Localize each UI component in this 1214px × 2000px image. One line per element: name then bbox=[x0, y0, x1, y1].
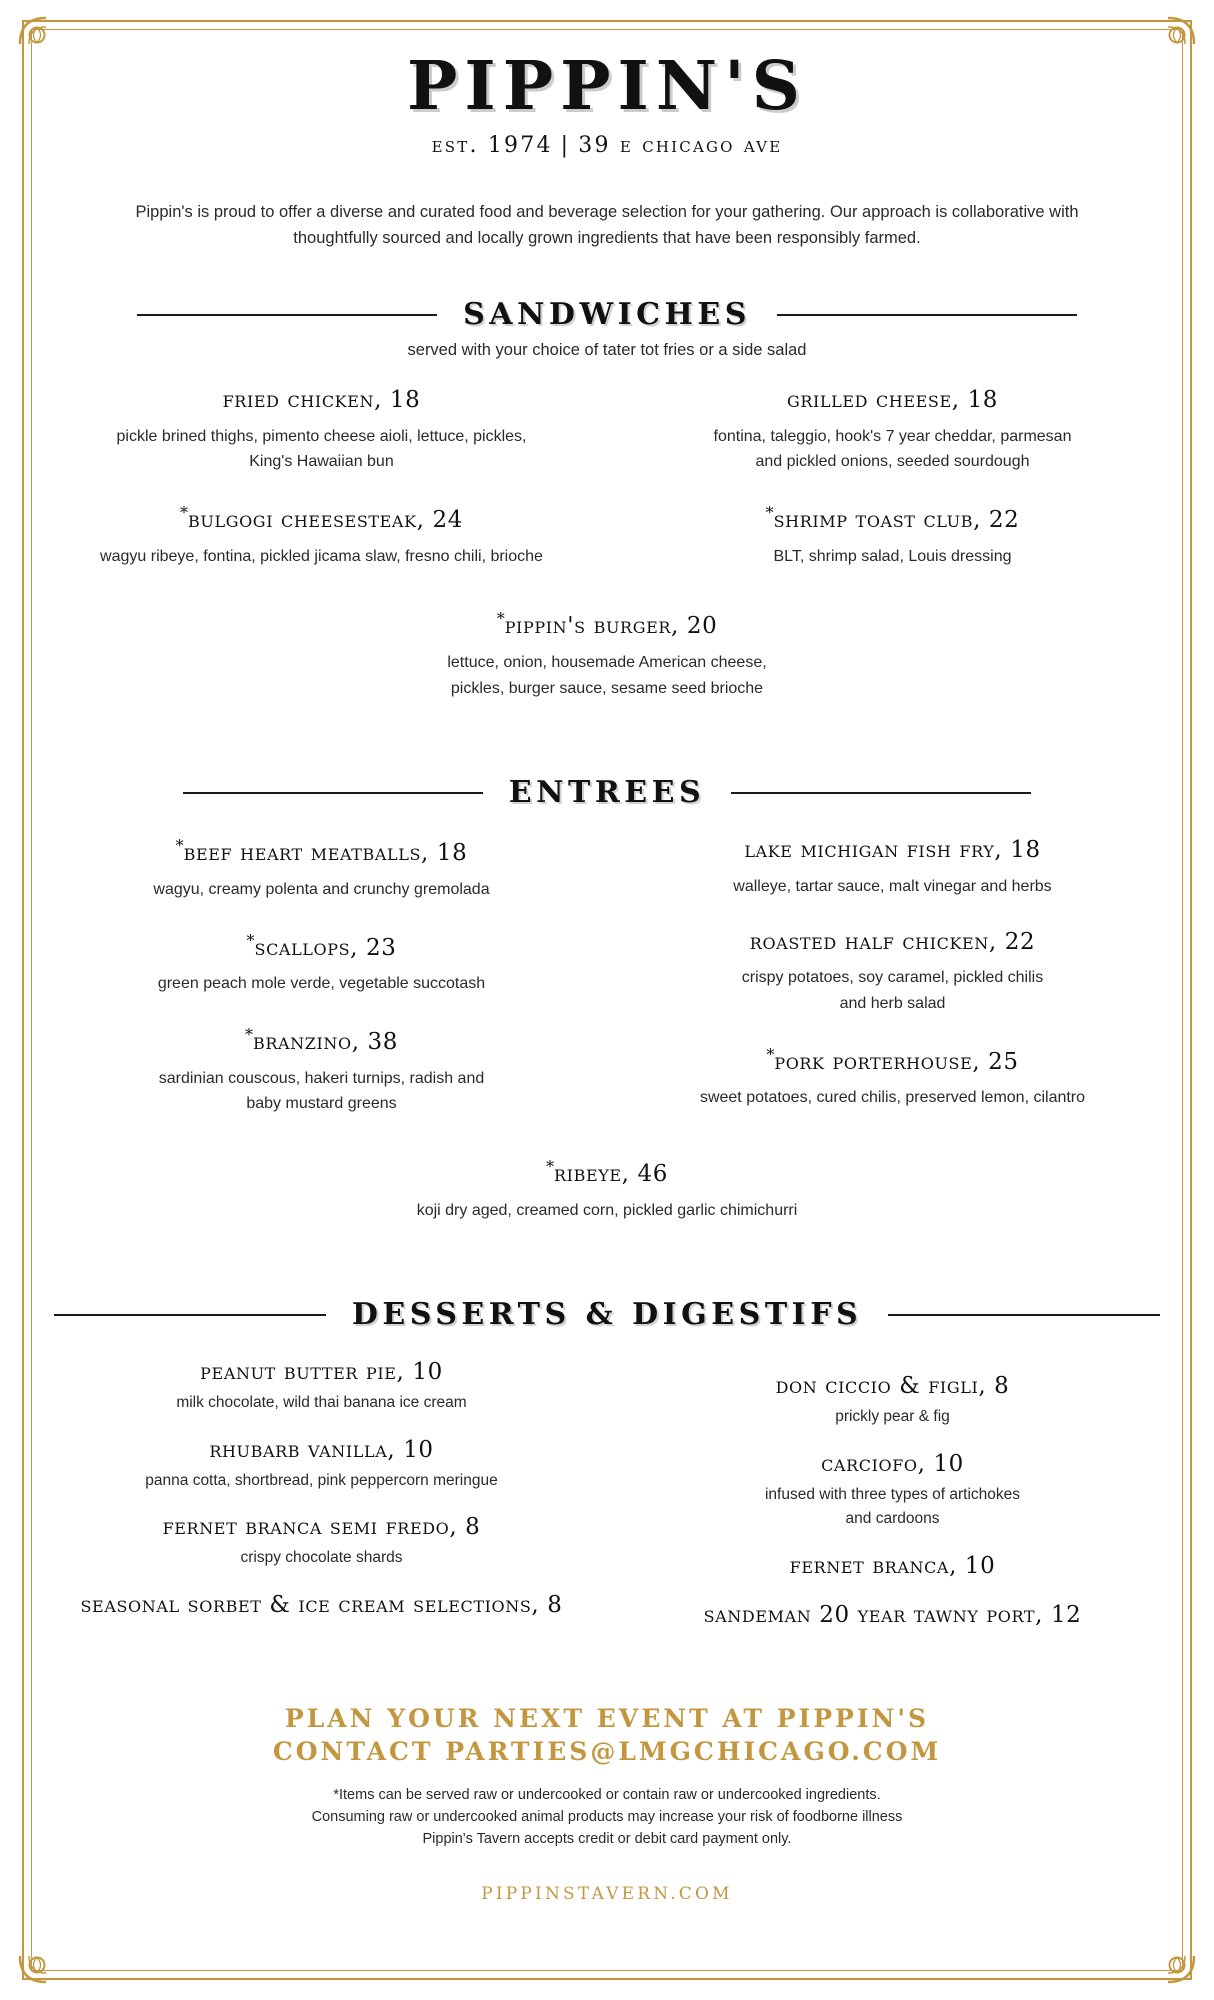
corner-flourish-bottom-left-icon bbox=[16, 1924, 78, 1986]
menu-item bbox=[54, 1358, 589, 1416]
menu-item-name bbox=[54, 503, 589, 535]
section-rule-right bbox=[888, 1314, 1160, 1316]
menu-item-name-text: rhubarb vanilla, 10 bbox=[209, 1436, 434, 1463]
menu-item-name bbox=[625, 836, 1160, 865]
menu-sections bbox=[54, 297, 1160, 1650]
menu-column-left bbox=[54, 1358, 589, 1649]
menu-item-description: green peach mole verde, vegetable succotash bbox=[157, 975, 486, 993]
menu-item-description: pickle brined thighs, pimento cheese aioli, lettuce, pickles, King's Hawaiian bun bbox=[116, 427, 527, 471]
menu-item-name-text: pippin's burger, 20 bbox=[504, 613, 718, 640]
menu-item bbox=[625, 836, 1160, 899]
menu-item-grid bbox=[54, 836, 1160, 1251]
section-note: served with your choice of tater tot fries or a side salad bbox=[407, 341, 807, 360]
raw-item-asterisk-icon: * bbox=[180, 503, 189, 523]
established-text: est. 1974 bbox=[431, 133, 553, 158]
disclaimer-line-1: *Items can be served raw or undercooked or contain raw or undercooked ingredients. bbox=[333, 1787, 881, 1804]
raw-item-asterisk-icon: * bbox=[244, 1025, 253, 1045]
disclaimer-line-2: Consuming raw or undercooked animal products may increase your risk of foodborne illness bbox=[311, 1808, 903, 1825]
menu-item-name bbox=[54, 609, 1160, 641]
menu-item-name-text: beef heart meatballs, 18 bbox=[183, 840, 468, 867]
section-rule-left bbox=[54, 1314, 326, 1316]
menu-column-left bbox=[54, 386, 589, 597]
section-title: DESSERTS & DIGESTIFS bbox=[351, 1297, 863, 1333]
menu-item-name bbox=[625, 503, 1160, 535]
menu-item bbox=[625, 386, 1160, 475]
corner-flourish-bottom-right-icon bbox=[1136, 1924, 1198, 1986]
menu-item-name-text: ribeye, 46 bbox=[554, 1160, 668, 1187]
raw-item-asterisk-icon: * bbox=[546, 1156, 555, 1176]
menu-item bbox=[54, 1436, 589, 1494]
menu-item bbox=[625, 1450, 1160, 1532]
menu-item bbox=[625, 928, 1160, 1017]
menu-item bbox=[625, 1372, 1160, 1430]
menu-item bbox=[54, 386, 589, 475]
menu-item-grid bbox=[54, 386, 1160, 729]
menu-item-description: lettuce, onion, housemade American cheese, pickles, burger sauce, sesame seed brioche bbox=[447, 654, 767, 697]
menu-item-description: crispy chocolate shards bbox=[240, 1549, 403, 1567]
footer-cta-line-1: PLAN YOUR NEXT EVENT AT PIPPIN'S bbox=[284, 1703, 930, 1733]
menu-item-name-text: lake michigan fish fry, 18 bbox=[744, 837, 1041, 864]
menu-item-description: wagyu ribeye, fontina, pickled jicama slaw, fresno chili, brioche bbox=[100, 547, 543, 565]
menu-item-name-text: peanut butter pie, 10 bbox=[200, 1359, 443, 1386]
menu-item-name bbox=[54, 386, 589, 415]
menu-item-description: koji dry aged, creamed corn, pickled garlic chimichurri bbox=[416, 1201, 798, 1219]
menu-section bbox=[54, 1297, 1160, 1649]
menu-item-name-text: shrimp toast club, 22 bbox=[773, 507, 1020, 534]
menu-item-description: sardinian couscous, hakeri turnips, radish and baby mustard greens bbox=[158, 1069, 485, 1113]
menu-item-name bbox=[54, 1358, 589, 1387]
menu-item bbox=[54, 1591, 589, 1620]
menu-item-grid bbox=[54, 1358, 1160, 1649]
menu-content bbox=[46, 34, 1168, 1904]
section-title: SANDWICHES bbox=[463, 297, 751, 333]
raw-item-asterisk-icon: * bbox=[765, 503, 774, 523]
menu-item bbox=[54, 609, 1160, 701]
raw-item-asterisk-icon: * bbox=[175, 836, 184, 856]
menu-item-name bbox=[625, 1045, 1160, 1077]
menu-item bbox=[625, 1552, 1160, 1581]
menu-item-description: BLT, shrimp salad, Louis dressing bbox=[773, 547, 1012, 565]
menu-item-name bbox=[625, 1372, 1160, 1401]
footer-website[interactable]: PIPPINSTAVERN.COM bbox=[481, 1884, 733, 1905]
section-title: ENTREES bbox=[508, 775, 706, 811]
footer-cta bbox=[54, 1702, 1160, 1770]
menu-item bbox=[54, 1157, 1160, 1223]
menu-item-name bbox=[54, 1025, 589, 1057]
menu-item-name-text: roasted half chicken, 22 bbox=[749, 928, 1036, 955]
menu-item bbox=[625, 1045, 1160, 1111]
menu-section bbox=[54, 297, 1160, 729]
section-rule-right bbox=[777, 314, 1077, 316]
masthead-subtitle bbox=[54, 133, 1160, 158]
menu-item-name bbox=[625, 386, 1160, 415]
raw-item-asterisk-icon: * bbox=[766, 1044, 775, 1064]
menu-item-description: prickly pear & fig bbox=[835, 1408, 950, 1426]
menu-item-name-text: branzino, 38 bbox=[252, 1029, 398, 1056]
footer bbox=[54, 1702, 1160, 1905]
menu-item-name bbox=[625, 1601, 1160, 1630]
menu-item-name-text: fried chicken, 18 bbox=[222, 387, 421, 414]
menu-item-name bbox=[625, 1450, 1160, 1479]
menu-item bbox=[54, 931, 589, 997]
menu-item-name-text: seasonal sorbet & ice cream selections, 8 bbox=[80, 1591, 563, 1618]
menu-item bbox=[625, 503, 1160, 569]
menu-item-name bbox=[54, 931, 589, 963]
footer-disclaimer bbox=[54, 1785, 1160, 1850]
menu-column-left bbox=[54, 836, 589, 1145]
menu-item-name-text: pork porterhouse, 25 bbox=[774, 1048, 1019, 1075]
menu-item-name bbox=[625, 1552, 1160, 1581]
raw-item-asterisk-icon: * bbox=[246, 930, 255, 950]
masthead-separator: | bbox=[560, 133, 571, 158]
menu-item-name bbox=[54, 1513, 589, 1542]
menu-item-name-text: bulgogi cheesesteak, 24 bbox=[188, 507, 463, 534]
menu-item-name bbox=[54, 1591, 589, 1620]
column-spacer bbox=[625, 1358, 1160, 1372]
menu-item-name bbox=[54, 1436, 589, 1465]
menu-column-right bbox=[625, 386, 1160, 597]
menu-item-description: wagyu, creamy polenta and crunchy gremolada bbox=[153, 881, 490, 899]
menu-item bbox=[54, 1513, 589, 1571]
disclaimer-line-3: Pippin's Tavern accepts credit or debit card payment only. bbox=[422, 1830, 792, 1847]
menu-item-name bbox=[625, 928, 1160, 957]
menu-item-description: panna cotta, shortbread, pink peppercorn meringue bbox=[145, 1471, 498, 1489]
menu-item-name bbox=[54, 1157, 1160, 1189]
menu-item-name-text: grilled cheese, 18 bbox=[786, 387, 999, 414]
menu-item bbox=[54, 1025, 589, 1117]
menu-item-name-text: don ciccio & figli, 8 bbox=[775, 1373, 1010, 1400]
raw-item-asterisk-icon: * bbox=[496, 609, 505, 629]
menu-section bbox=[54, 775, 1160, 1251]
menu-item bbox=[625, 1601, 1160, 1630]
menu-item bbox=[54, 836, 589, 902]
section-rule-right bbox=[731, 792, 1031, 794]
menu-item-name-text: fernet branca semi fredo, 8 bbox=[162, 1514, 481, 1541]
menu-item-description: fontina, taleggio, hook's 7 year cheddar, parmesan and pickled onions, seeded sourdough bbox=[713, 427, 1072, 471]
menu-item-description: sweet potatoes, cured chilis, preserved lemon, cilantro bbox=[699, 1089, 1086, 1107]
section-header bbox=[54, 775, 1160, 810]
address-text: 39 e chicago ave bbox=[578, 133, 783, 158]
menu-item-description: crispy potatoes, soy caramel, pickled chilis and herb salad bbox=[741, 969, 1044, 1013]
menu-item-name bbox=[54, 836, 589, 868]
intro-paragraph: Pippin's is proud to offer a diverse and curated food and beverage selection for your gathering. Our approach is collaborative with thoughtfully sourced and locally grown ingredients that have been responsibly farmed. bbox=[135, 203, 1079, 247]
menu-item bbox=[54, 503, 589, 569]
menu-column-right bbox=[625, 836, 1160, 1145]
section-header bbox=[54, 297, 1160, 332]
menu-item-name-text: fernet branca, 10 bbox=[789, 1553, 996, 1580]
masthead bbox=[54, 34, 1160, 158]
menu-item-name-text: carciofo, 10 bbox=[821, 1450, 964, 1477]
menu-item-name-text: scallops, 23 bbox=[254, 934, 397, 961]
section-rule-left bbox=[137, 314, 437, 316]
menu-item-description: milk chocolate, wild thai banana ice cream bbox=[176, 1394, 467, 1412]
section-header bbox=[54, 1297, 1160, 1332]
menu-item-name-text: sandeman 20 year tawny port, 12 bbox=[703, 1601, 1082, 1628]
menu-item-description: walleye, tartar sauce, malt vinegar and herbs bbox=[733, 878, 1052, 896]
menu-column-right bbox=[625, 1358, 1160, 1649]
footer-cta-line-2[interactable]: CONTACT PARTIES@LMGCHICAGO.COM bbox=[272, 1737, 942, 1767]
menu-item-description: infused with three types of artichokes and cardoons bbox=[764, 1485, 1021, 1528]
restaurant-name: PIPPIN'S bbox=[407, 46, 807, 125]
section-rule-left bbox=[183, 792, 483, 794]
